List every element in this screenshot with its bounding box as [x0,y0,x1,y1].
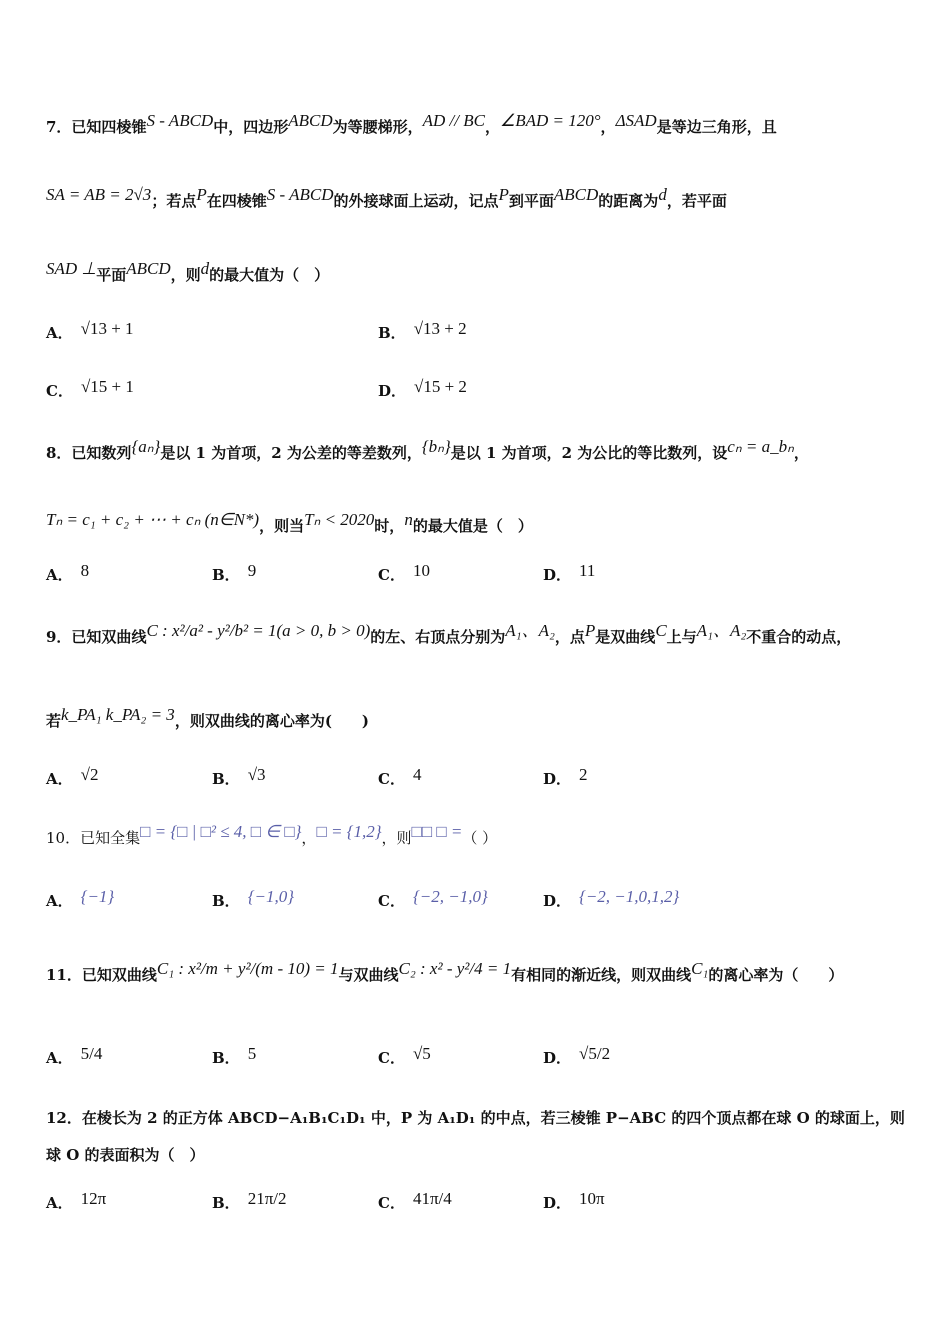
q9-option-d [543,765,588,789]
question-text: 若 [46,712,62,730]
option-label: C． [378,770,405,788]
question-text: 时， [374,517,405,535]
option-value: √15 + 2 [414,377,467,396]
option-label: C． [378,1194,405,1212]
option-value: {−2, −1,0} [412,887,488,906]
math-expression: S - ABCD [266,185,334,204]
q7-option-b [378,319,467,343]
math-expression: P [196,185,207,204]
option-label: B． [212,566,240,584]
option-value: √2 [80,765,99,784]
q12-line1: 12．在棱长为 2 的正方体 ABCD−A₁B₁C₁D₁ 中，P 为 A₁D₁ 的中点，若三棱锥 P−ABC 的四个顶点都在球 O 的球面上，则 [46,1109,905,1127]
option-value: 41π/4 [412,1189,452,1208]
question-text: （ ） [462,829,498,847]
q12-option-b [212,1189,287,1213]
option-label: C． [378,892,405,910]
question-text: 的外接球面上运动，记点 [333,192,499,210]
option-value: √3 [247,765,266,784]
math-expression: □□ □ = [411,822,463,841]
math-expression: ΔSAD [615,111,657,130]
math-expression: SAD ⊥ [46,259,97,278]
math-expression: C [655,621,667,640]
question-text: ；若点 [151,192,197,210]
option-value: 10π [579,1189,605,1208]
option-label: B． [212,1194,240,1212]
q7-line3 [46,259,330,285]
math-expression: cₙ = a_bₙ [727,437,794,456]
question-text: 与双曲线 [338,966,399,984]
question-text: ， [793,444,809,462]
q11-option-d [543,1044,611,1068]
q12-line2: 球 O 的表面积为（ ） [46,1146,205,1164]
math-expression: P [584,621,596,640]
math-expression: S - ABCD [146,111,214,130]
option-label: C． [378,1049,405,1067]
math-expression: A₁、A₂ [505,621,555,640]
question-text: 9．已知双曲线 [46,628,147,646]
q7-option-c [46,377,134,401]
option-value: 2 [579,765,588,784]
option-value: 5 [247,1044,257,1063]
q9-line1 [46,622,851,647]
question-text: ，若平面 [666,192,727,210]
math-expression: Tₙ < 2020 [304,510,375,529]
q8-line2 [46,510,533,536]
q8-option-c [378,561,430,585]
option-label: D． [543,1194,572,1212]
option-label: A． [46,566,73,584]
option-value: 11 [579,561,596,580]
math-expression: C : x²/a² - y²/b² = 1(a > 0, b > 0) [146,621,371,640]
math-expression: {bₙ} [421,437,451,456]
math-expression: C₁ : x²/m + y²/(m - 10) = 1 [156,959,339,978]
math-expression: n [404,510,413,529]
q10-line1 [46,822,498,848]
option-label: C． [378,566,405,584]
question-text: 10．已知全集 [46,829,141,847]
option-label: D． [543,892,572,910]
question-text: 是等边三角形，且 [656,118,777,136]
math-expression: SA = AB = 2√3 [46,185,152,204]
q9-option-b [212,765,266,789]
q8-option-b [212,561,257,585]
question-text: 平面 [96,266,127,284]
question-text: ， [600,118,616,136]
q8-option-d [543,561,596,585]
question-text: ，则 [170,266,201,284]
option-value: {−1} [80,887,115,906]
math-expression: □ = {1,2} [316,822,382,841]
option-value: {−1,0} [247,887,295,906]
q7-option-d [378,377,467,401]
question-text: 是以 1 为首项，2 为公比的等比数列，设 [450,444,728,462]
option-value: 5/4 [80,1044,103,1063]
question-text: 有相同的渐近线，则双曲线 [511,966,692,984]
option-label: A． [46,324,73,342]
option-value: 4 [412,765,422,784]
question-text: 的距离为 [598,192,659,210]
question-text: 为等腰梯形， [332,118,423,136]
q9-option-a [46,765,99,789]
math-expression: d [658,185,667,204]
q11-option-a [46,1044,103,1068]
option-label: A． [46,770,73,788]
math-expression: Tₙ = c₁ + c₂ + ⋯ + cₙ (n∈N*) [46,510,260,529]
q11-line1 [46,959,844,985]
option-value: √5 [412,1044,431,1063]
q10-option-a [46,887,115,911]
option-label: B． [378,324,406,342]
q10-option-c [378,887,488,911]
q8-line1 [46,437,809,463]
math-expression: C₂ : x² - y²/4 = 1 [398,959,512,978]
option-value: 8 [80,561,90,580]
q10-option-b [212,887,295,911]
option-label: D． [543,1049,572,1067]
q9-line2 [46,705,370,731]
question-text: 不重合的动点， [746,628,852,646]
question-text: 的左、右顶点分别为 [370,628,506,646]
option-value: 12π [80,1189,107,1208]
option-value: 9 [247,561,257,580]
question-text: 8．已知数列 [46,444,132,462]
question-text: ，则 [381,829,412,847]
q7-line1 [46,111,777,137]
option-value: {−2, −1,0,1,2} [579,887,680,906]
option-label: D． [543,566,572,584]
math-expression: ABCD [126,259,171,278]
question-text: 的最大值是（ ） [412,517,533,535]
question-text: ，则当 [259,517,305,535]
question-text: ， [484,118,500,136]
option-value: √15 + 1 [80,377,134,396]
q11-option-c [378,1044,431,1068]
math-expression: AD // BC [422,111,485,130]
q7-line2 [46,185,727,211]
option-label: D． [378,382,407,400]
q12-option-c [378,1189,452,1213]
q12-option-d [543,1189,605,1213]
question-text: ， [301,829,317,847]
option-label: B． [212,892,240,910]
math-expression: ∠BAD = 120° [499,111,601,130]
math-expression: k_PA₁ k_PA₂ = 3 [61,705,175,724]
option-label: A． [46,892,73,910]
question-text: 的离心率为（ ） [708,966,844,984]
question-text: 11．已知双曲线 [46,966,157,984]
q12-option-a [46,1189,107,1213]
question-text: ，则双曲线的离心率为( ) [174,712,370,730]
option-value: √13 + 2 [413,319,467,338]
question-text: 是双曲线 [595,628,656,646]
question-text: 的最大值为（ ） [209,266,330,284]
q9-option-c [378,765,422,789]
option-label: A． [46,1049,73,1067]
math-expression: ABCD [553,185,599,204]
math-expression: A₁、A₂ [696,621,747,640]
math-expression: P [498,185,509,204]
question-text: 上与 [666,628,697,646]
option-label: A． [46,1194,73,1212]
option-value: 21π/2 [247,1189,287,1208]
option-label: B． [212,770,240,788]
q8-option-a [46,561,90,585]
math-expression: C₁ [691,959,709,978]
question-text: 中，四边形 [213,118,289,136]
math-expression: {aₙ} [131,437,161,456]
option-value: 10 [412,561,430,580]
math-expression: □ = {□ | □² ≤ 4, □ ∈ □} [140,822,302,841]
question-text: 7．已知四棱锥 [46,118,147,136]
option-label: B． [212,1049,240,1067]
question-text: 在四棱锥 [206,192,267,210]
question-text: 是以 1 为首项，2 为公差的等差数列， [160,444,422,462]
option-label: D． [543,770,572,788]
option-value: √13 + 1 [80,319,134,338]
math-expression: d [200,259,210,278]
question-text: ，点 [554,628,585,646]
q10-option-d [543,887,680,911]
q11-option-b [212,1044,257,1068]
option-value: √5/2 [579,1044,611,1063]
option-label: C． [46,382,73,400]
question-text: 到平面 [508,192,554,210]
math-expression: ABCD [288,111,333,130]
q7-option-a [46,319,134,343]
